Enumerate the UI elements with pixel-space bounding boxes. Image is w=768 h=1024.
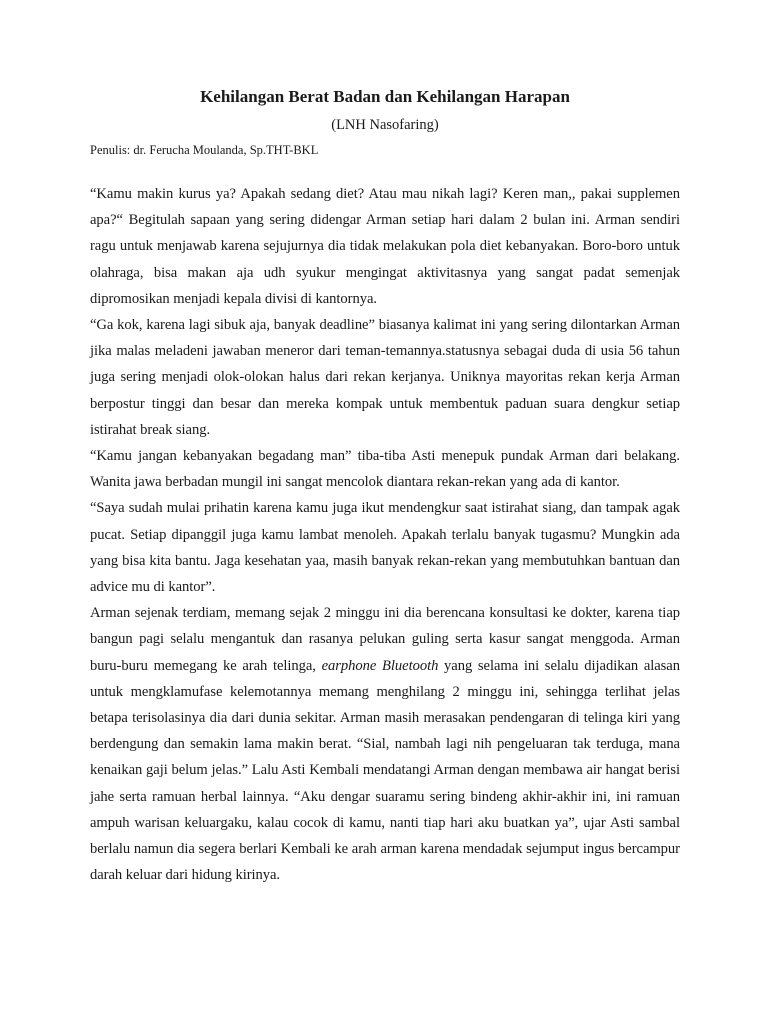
- paragraph-5: [90, 600, 680, 888]
- document-title: Kehilangan Berat Badan dan Kehilangan Harapan: [200, 87, 570, 106]
- paragraph-2: “Ga kok, karena lagi sibuk aja, banyak deadline” biasanya kalimat ini yang sering dilontarkan Arman jika malas meladeni jawaban meneror dari teman-temannya.statusnya sebagai duda di usia 56 tahun juga sering menjadi olok-olokan halus dari rekan kerjanya. Uniknya mayoritas rekan kerja Arman berpostur tinggi dan besar dan mereka kompak untuk membentuk paduan suara dengkur setiap istirahat break siang.: [90, 317, 680, 438]
- document-page: [90, 86, 680, 888]
- paragraph-3: “Kamu jangan kebanyakan begadang man” tiba-tiba Asti menepuk pundak Arman dari belakang. Wanita jawa berbadan mungil ini sangat mencolok diantara rekan-rekan yang ada di kantor.: [90, 448, 680, 491]
- paragraph-5-start: Arman sejenak terdiam, memang sejak 2 minggu ini dia berencana konsultasi ke dokter, karena tiap bangun pagi selalu mengantuk dan rasanya pelukan guling serta kasur sangat menggoda. Arman buru-buru memegang ke arah telinga,: [90, 605, 680, 674]
- paragraph-5-end: yang selama ini selalu dijadikan alasan untuk mengklamufase kelemotannya memang menghilang 2 minggu ini, sehingga terlihat jelas betapa terisolasinya dia dari dunia sekitar. Arman masih merasakan pendengaran di telinga kiri yang berdengung dan semakin lama makin berat. “Sial, nambah lagi nih pengeluaran tak terduga, mana kenaikan gaji belum jelas.” Lalu Asti Kembali mendatangi Arman dengan membawa air hangat berisi jahe serta ramuan herbal lainnya. “Aku dengar suaramu sering bindeng akhir-akhir ini, ini ramuan ampuh warisan keluargaku, kalau cocok di kamu, nanti tiap hari aku buatkan ya”, ujar Asti sambal berlalu namun dia segera berlari Kembali ke arah arman karena mendadak sejumput ingus bercampur darah keluar dari hidung kirinya.: [90, 657, 680, 884]
- story-body: [90, 181, 680, 888]
- paragraph-1: “Kamu makin kurus ya? Apakah sedang diet? Atau mau nikah lagi? Keren man,, pakai supplemen apa?“ Begitulah sapaan yang sering didengar Arman setiap hari dalam 2 bulan ini. Arman sendiri ragu untuk menjawab karena sejujurnya dia tidak melakukan pola diet kebanyakan. Boro-boro untuk olahraga, bisa makan aja udh syukur mengingat aktivitasnya yang sangat padat semenjak dipromosikan menjadi kepala divisi di kantornya.: [90, 186, 680, 307]
- italic-term: earphone Bluetooth: [321, 657, 439, 674]
- author-line: Penulis: dr. Ferucha Moulanda, Sp.THT-BKL: [90, 143, 319, 157]
- document-subtitle: (LNH Nasofaring): [331, 117, 439, 133]
- paragraph-4: “Saya sudah mulai prihatin karena kamu juga ikut mendengkur saat istirahat siang, dan tampak agak pucat. Setiap dipanggil juga kamu lambat menoleh. Apakah terlalu banyak tugasmu? Mungkin ada yang bisa kita bantu. Jaga kesehatan yaa, masih banyak rekan-rekan yang membutuhkan bantuan dan advice mu di kantor”.: [90, 500, 680, 596]
